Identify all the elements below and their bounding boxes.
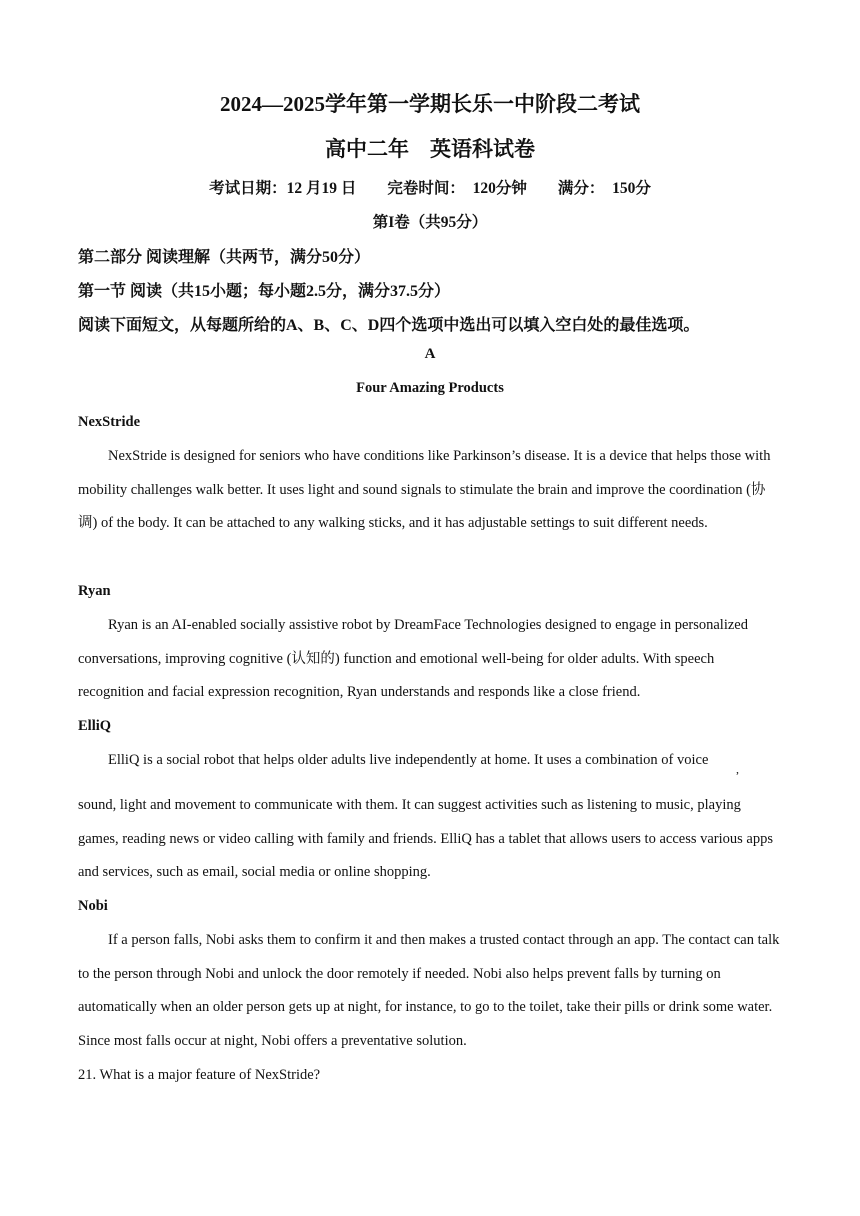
question-21: 21. What is a major feature of NexStride? bbox=[78, 1067, 321, 1083]
product-description-elliq-line1 bbox=[78, 744, 782, 778]
product-text: sound, light and movement to communicate with them. It can suggest activities such as listening to music, playing games, reading news or video calling with family and friends. ElliQ has a tablet that allows users to access various apps and services, such as email, social media or online shopping. bbox=[78, 797, 774, 881]
product-description-ryan bbox=[78, 609, 782, 710]
exam-info: 考试日期：12 月19 日 完卷时间： 120分钟 满分： 150分 bbox=[209, 180, 651, 197]
directions: 阅读下面短文，从每题所给的A、B、C、D四个选项中选出可以填入空白处的最佳选项。 bbox=[78, 317, 700, 334]
section-heading: 第一节 阅读（共15小题；每小题2.5分，满分37.5分） bbox=[78, 283, 451, 300]
product-name-nobi: Nobi bbox=[78, 898, 108, 914]
product-text: NexStride is designed for seniors who have conditions like Parkinson’s disease. It is a device that helps those with mobility challenges walk better. It uses light and sound signals to stimulate the brain and improve the coordination (协调) of the body. It can be attached to any walking sticks, and it has adjustable settings to suit different needs. bbox=[78, 448, 771, 532]
part-heading: 第二部分 阅读理解（共两节，满分50分） bbox=[78, 249, 371, 266]
product-name-nexstride: NexStride bbox=[78, 414, 141, 430]
product-text: Ryan is an AI-enabled socially assistive robot by DreamFace Technologies designed to engage in personalized conversations, improving cognitive (认知的) function and emotional well-being for older adults. With speech recognition and facial expression recognition, Ryan understands and responds like a close friend. bbox=[78, 617, 748, 701]
product-name-ryan: Ryan bbox=[78, 583, 111, 599]
product-text: ElliQ is a social robot that helps older adults live independently at home. It uses a combination of voice bbox=[108, 752, 709, 768]
product-description-nexstride bbox=[78, 440, 782, 541]
product-description-elliq-rest bbox=[78, 789, 782, 890]
exam-title: 2024—2025学年第一学期长乐一中阶段二考试 bbox=[220, 92, 640, 116]
volume-heading: 第I卷（共95分） bbox=[372, 214, 488, 231]
passage-label: A bbox=[424, 346, 436, 362]
exam-subtitle: 高中二年 英语科试卷 bbox=[325, 137, 535, 161]
product-description-nobi bbox=[78, 924, 782, 1059]
product-name-elliq: ElliQ bbox=[78, 718, 112, 734]
product-text: If a person falls, Nobi asks them to confirm it and then makes a trusted contact through an app. The contact can talk to the person through Nobi and unlock the door remotely if needed. Nobi also helps prevent falls by turning on automatically when an older person gets up at night, for instance, to go to the toilet, take their pills or drink some water. Since most falls occur at night, Nobi offers a preventative solution. bbox=[78, 932, 780, 1050]
passage-title: Four Amazing Products bbox=[356, 380, 504, 396]
stray-comma-mark: , bbox=[736, 762, 739, 776]
